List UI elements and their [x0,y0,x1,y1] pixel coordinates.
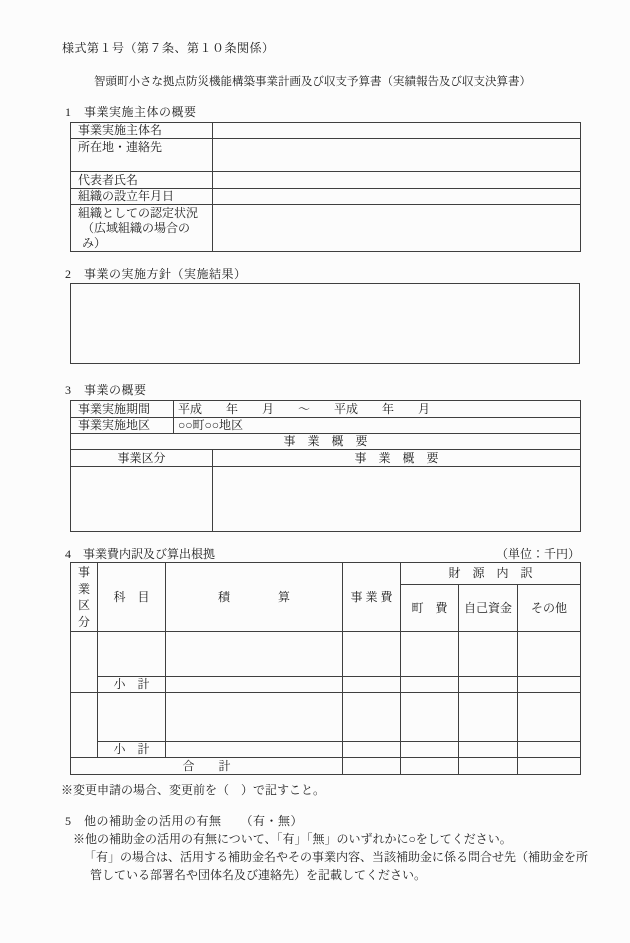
overview-field [213,467,581,532]
form-number: 様式第１号（第７条、第１０条関係） [62,41,275,55]
town-cost-cell [401,742,459,758]
category-cell [71,632,98,693]
unit-note: （単位：千円） [495,547,580,561]
section5-note-line1: ※他の補助金の活用の有無について、「有」「無」のいずれかに○をしてください。 [73,832,512,846]
section3-heading: 3 事業の概要 [65,383,147,397]
self-fund-cell [459,677,518,693]
table-row [71,172,581,189]
self-fund-total-cell [459,758,518,775]
expense-header: 事 業 費 [343,563,401,632]
document-page [0,40,630,943]
section4-table [70,562,581,775]
table-row [71,467,581,532]
founding-date-field [213,189,581,205]
total-row [71,758,581,775]
founding-date-label: 組織の設立年月日 [71,189,213,205]
table-row [71,693,581,742]
implementation-policy-box [70,283,580,364]
subtotal-row [71,677,581,693]
calculation-header: 積 算 [166,563,343,632]
self-fund-cell [459,632,518,677]
subtotal-label: 小 計 [98,742,166,758]
certification-field [213,205,581,252]
table-row [71,450,581,467]
period-label: 事業実施期間 [71,401,174,418]
change-request-note: ※変更申請の場合、変更前を（ ）で記すこと。 [61,783,326,797]
item-cell [98,632,166,677]
town-cost-cell [401,677,459,693]
section4-heading-row [65,546,580,562]
section5-note-line3: 管している部署名や団体名及び連絡先）を記載してください。 [90,868,427,882]
certification-label [71,205,213,252]
other-cell [518,632,581,677]
table-row [71,205,581,252]
table-header-row [71,563,581,585]
section5-note-line2: 「有」の場合は、活用する補助金名やその事業内容、当該補助金に係る問合せ先（補助金を所 [84,850,589,864]
table-row [71,418,581,434]
section1-table [70,122,581,252]
table-row [71,401,581,418]
period-value: 平成 年 月 ～ 平成 年 月 [174,401,581,418]
section5-heading: 5 他の補助金の活用の有無 （有・無） [65,814,304,828]
address-contact-label: 所在地・連絡先 [71,139,213,172]
category-field [71,467,213,532]
certification-label-line2: （広域組織の場合のみ） [82,221,191,250]
town-cost-total-cell [401,758,459,775]
representative-field [213,172,581,189]
certification-label-line1: 組織としての認定状況 [78,206,199,220]
expense-cell [343,677,401,693]
other-cell [518,742,581,758]
town-cost-header: 町 費 [401,585,459,632]
category-column-header: 事業区分 [71,450,213,467]
representative-label: 代表者氏名 [71,172,213,189]
expense-cell [343,632,401,677]
section4-heading: 4 事業費内訳及び算出根拠 [65,547,216,561]
calculation-cell [166,632,343,677]
other-header: その他 [518,585,581,632]
table-row [71,139,581,172]
table-row [71,123,581,139]
expense-cell [343,693,401,742]
total-label: 合 計 [71,758,343,775]
other-cell [518,677,581,693]
item-header: 科 目 [98,563,166,632]
item-cell [98,693,166,742]
overview-column-header: 事 業 概 要 [213,450,581,467]
overview-band-header: 事 業 概 要 [71,434,581,450]
section3-table [70,400,581,532]
address-contact-field [213,139,581,172]
table-row [71,434,581,450]
section2-heading: 2 事業の実施方針（実施結果） [65,267,247,281]
expense-cell [343,742,401,758]
self-fund-cell [459,693,518,742]
table-row [71,189,581,205]
document-title: 智頭町小さな拠点防災機能構築事業計画及び収支予算書（実績報告及び収支決算書） [94,76,531,88]
town-cost-cell [401,632,459,677]
town-cost-cell [401,693,459,742]
category-cell [71,693,98,758]
subtotal-label: 小 計 [98,677,166,693]
subtotal-row [71,742,581,758]
self-fund-cell [459,742,518,758]
district-value: ○○町○○地区 [174,418,581,434]
calculation-cell [166,677,343,693]
calculation-cell [166,693,343,742]
self-fund-header: 自己資金 [459,585,518,632]
other-total-cell [518,758,581,775]
other-cell [518,693,581,742]
expense-total-cell [343,758,401,775]
section1-heading: 1 事業実施主体の概要 [65,105,197,119]
district-label: 事業実施地区 [71,418,174,434]
entity-name-field [213,123,581,139]
funding-breakdown-header: 財 源 内 訳 [401,563,581,585]
category-header: 事業区分 [71,563,98,632]
table-row [71,632,581,677]
entity-name-label: 事業実施主体名 [71,123,213,139]
calculation-cell [166,742,343,758]
